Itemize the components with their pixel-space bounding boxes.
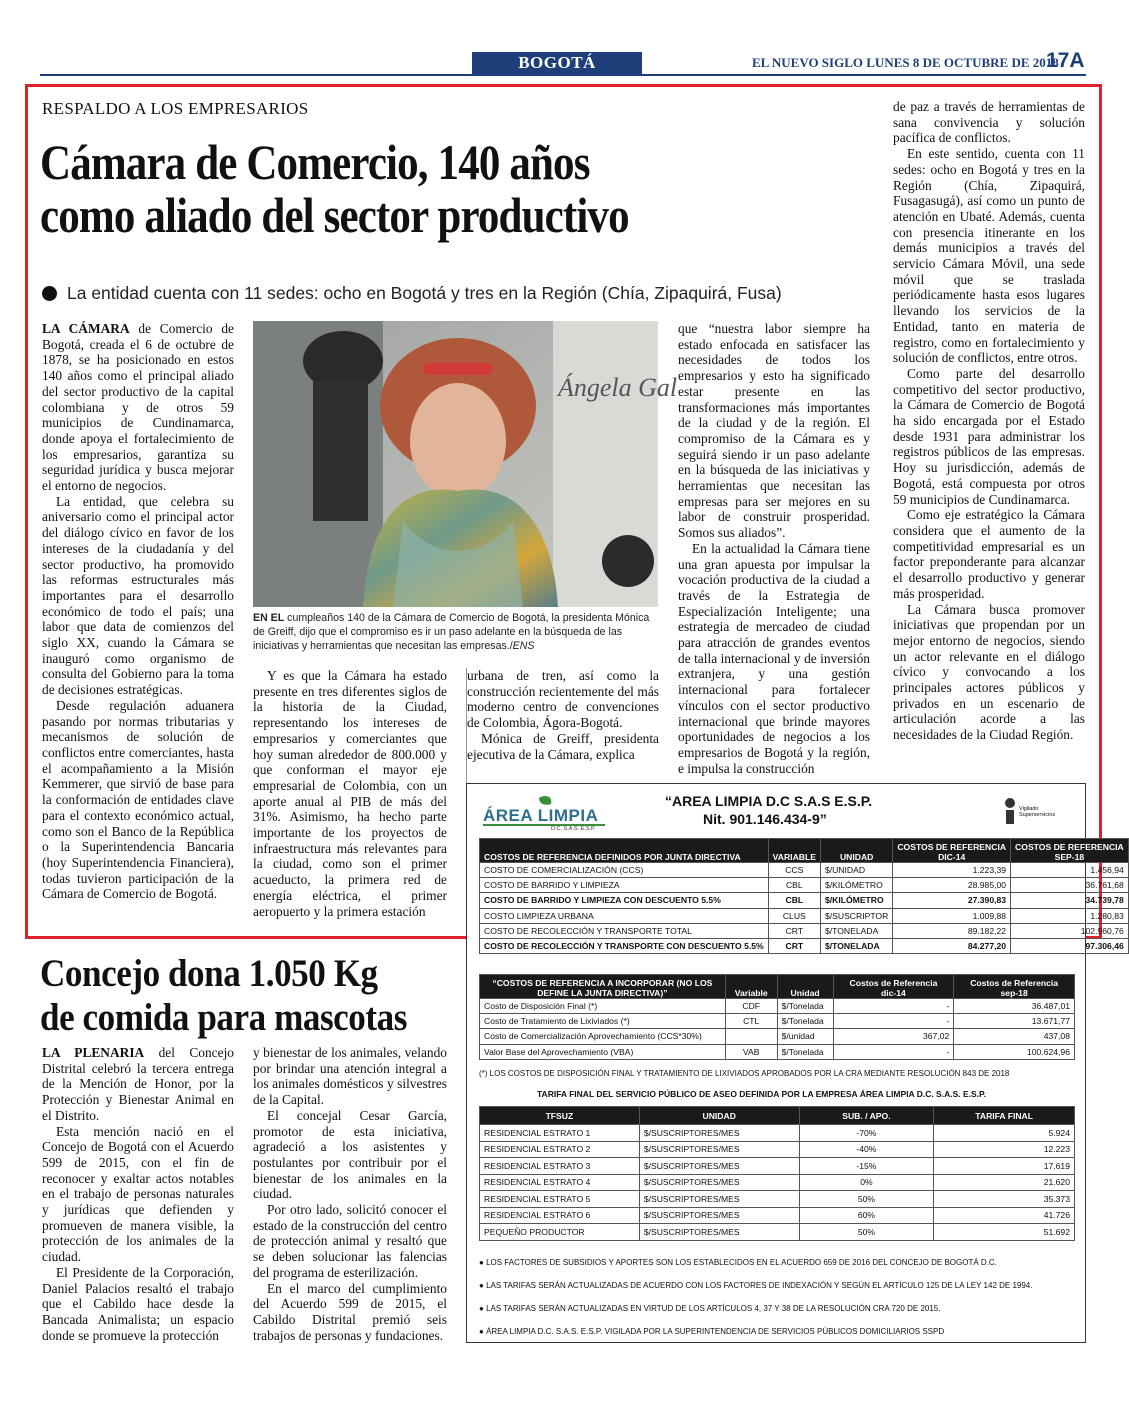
reference-costs-table xyxy=(479,838,1129,954)
bullet-icon xyxy=(42,286,57,301)
paragraph: En este sentido, cuenta con 11 sedes: ocho en Bogotá y tres en la Región (Chía, Zipaquirá, Fusagasugá), así como un punto de atención en Ubaté. Además, cuenta con presencia itinerante en los demás municipios a través del servicio Cámara Móvil, una sede móvil que se traslada periódicamente hasta esos lugares llevando los servicios de la Entidad, tanto en materia de registro, como en fortalecimiento y solución de conflictos, entre otros. xyxy=(893,146,1085,366)
table-row: Costo de Comercialización Aprovechamiento (CCS*30%) $/unidad 367,02 437,08 xyxy=(480,1029,1075,1044)
table-note: (*) LOS COSTOS DE DISPOSICIÓN FINAL Y TRATAMIENTO DE LIXIVIADOS APROBADOS POR LA CRA MEDIANTE RESOLUCIÓN 843 DE 2018 xyxy=(479,1069,1010,1078)
superservicios-icon xyxy=(1003,797,1017,825)
vigilado-text: Vigilado Superservicios xyxy=(1019,806,1056,818)
table-row: PEQUEÑO PRODUCTOR $/SUSCRIPTORES/MES 50% 51.692 xyxy=(480,1224,1075,1241)
paragraph: Como eje estratégico la Cámara considera que el aumento de la competitividad empresarial es un factor preponderante para alcanzar el desarrollo productivo y generar más prosperidad. xyxy=(893,507,1085,601)
table-row: COSTO DE BARRIDO Y LIMPIEZA CON DESCUENTO 5.5% CBL $/KILÓMETRO 27.390,83 34.739,78 xyxy=(480,893,1129,908)
table-row: COSTO DE COMERCIALIZACIÓN (CCS) CCS $/UNIDAD 1.223,39 1.456,94 xyxy=(480,863,1129,878)
caption-text: cumpleaños 140 de la Cámara de Comercio de Bogotá, la presidenta Mónica de Greiff, dijo que el compromiso es ir un paso adelante en la búsqueda de las iniciativas y herramientas que necesitan las empresas./ xyxy=(253,612,650,652)
article2-headline xyxy=(40,952,436,1040)
article2-column-1 xyxy=(42,1045,234,1343)
headline-line-1: Concejo dona 1.050 Kg xyxy=(40,952,378,995)
paragraph: Esta mención nació en el Concejo de Bogotá con el Acuerdo 599 de 2015, con el fin de reconocer y exaltar actos notables en el trabajo de personas naturales y jurídicas que defienden y promueven de manera visible, la protección de los animales de la ciudad. xyxy=(42,1123,234,1265)
table-row: Valor Base del Aprovechamiento (VBA) VAB $/Tonelada - 100.624,96 xyxy=(480,1044,1075,1059)
ad-bullet: ● LAS TARIFAS SERÁN ACTUALIZADAS DE ACUERDO CON LOS FACTORES DE INDEXACIÓN Y SEGÚN EL ARTÍCULO 125 DE LA LEY 142 DE 1994. xyxy=(479,1281,1033,1290)
paragraph: Mónica de Greiff, presidenta ejecutiva de la Cámara, explica xyxy=(467,730,659,762)
headline-line-1: Cámara de Comercio, 140 años xyxy=(40,134,590,190)
article-column-4 xyxy=(678,321,870,776)
ad-nit: Nit. 901.146.434-9” xyxy=(703,811,827,827)
table-row: RESIDENCIAL ESTRATO 1 $/SUSCRIPTORES/MES -70% 5.924 xyxy=(480,1125,1075,1142)
paragraph: En el marco del cumplimiento del Acuerdo 599 de 2015, el Cabildo Distrital premió seis trabajos de personas y fundaciones. xyxy=(253,1280,447,1343)
article-column-3 xyxy=(467,668,659,762)
header-cell: VARIABLE xyxy=(768,839,820,863)
caption-lead: EN EL xyxy=(253,612,285,624)
header-cell: TARIFA FINAL xyxy=(934,1107,1075,1125)
article-column-2 xyxy=(253,668,447,919)
paragraph: y bienestar de los animales, velando por brindar una atención integral a los animales domésticos y silvestres de la Capital. xyxy=(253,1045,447,1108)
caption-credit: ENS xyxy=(512,640,535,652)
table-row: RESIDENCIAL ESTRATO 3 $/SUSCRIPTORES/MES -15% 17.619 xyxy=(480,1158,1075,1175)
headline-line-2: de comida para mascotas xyxy=(40,996,407,1039)
paragraph: En la actualidad la Cámara tiene una gran apuesta por impulsar la vocación productiva de la ciudad a través de la Estrategia de Especialización Inteligente; una estrategia de mercadeo de ciudad para atracción de grandes eventos de talla internacional y de inversión extranjera, y una gestión internacional para fortalecer vínculos con el sector productivo internacional que brinde mayores oportunidades de negocios a los empresarios de Bogotá y la región, e impulsa la construcción xyxy=(678,540,870,776)
lead-in: LA PLENARIA xyxy=(42,1045,145,1060)
table-row: Costo de Disposición Final (*) CDF $/Tonelada - 36.487,01 xyxy=(480,999,1075,1014)
company-logo xyxy=(479,794,609,834)
portrait-image xyxy=(253,321,678,607)
paragraph: que “nuestra labor siempre ha estado enfocada en satisfacer las necesidades de todos los empresarios y esto ha significado estar presente en las transformaciones más importantes de la ciudad y de la región. El compromiso de la Cámara es y seguirá siendo ir un paso adelante en la búsqueda de las iniciativas y herramientas que necesitan las empresas para ser mejores en su labor de construir prosperidad. Somos sus aliados”. xyxy=(678,321,870,541)
header-cell: SUB. / APO. xyxy=(799,1107,934,1125)
header-cell: UNIDAD xyxy=(820,839,892,863)
article-column-1 xyxy=(42,321,234,902)
paragraph-text: de Comercio de Bogotá, creada el 6 de octubre de 1878, se ha posicionado en estos 140 años como el principal aliado del sector productivo de la capital colombiana y de otros 59 municipios de Cundinamarca, donde apoya el fortalecimiento de los empresarios, garantiza su seguridad jurídica y busca mejorar el entorno de negocios. xyxy=(42,321,235,494)
table-row: Costo de Tratamiento de Lixiviados (*) CTL $/Tonelada - 13.671,77 xyxy=(480,1014,1075,1029)
paragraph: El concejal Cesar García, promotor de esta iniciativa, agradeció a los asistentes y postulantes por contribuir por el bienestar de los animales en la ciudad. xyxy=(253,1107,447,1202)
paragraph: Y es que la Cámara ha estado presente en tres diferentes siglos de la historia de la Ciudad, representando los intereses de empresarios y comerciantes que hoy suman alrededor de 800.000 y que conforman el mayor eje empresarial de Colombia, con un aporte anual al PIB de más del 31%. Asimismo, ha hecho parte importante de los proyectos de infraestructura más relevantes para la ciudad, como son el primer acueducto, la primera red de energía eléctrica, el primer aeropuerto y la primera estación xyxy=(253,668,447,919)
table-row: RESIDENCIAL ESTRATO 2 $/SUSCRIPTORES/MES -40% 12.223 xyxy=(480,1141,1075,1158)
paragraph xyxy=(42,1045,234,1124)
header-rule xyxy=(40,74,1086,76)
header-date: EL NUEVO SIGLO LUNES 8 DE OCTUBRE DE 2018 xyxy=(752,55,1059,70)
header-cell: Costos de Referencia sep-18 xyxy=(954,975,1075,999)
paragraph: Como parte del desarrollo competitivo del sector productivo, la Cámara de Comercio de Bogotá ha sido encargada por el Estado desde 1931 para administrar los registros públicos de las empresas. Hoy su jurisdicción, además de Bogotá, está compuesta por otros 59 municipios de Cundinamarca. xyxy=(893,365,1085,507)
logo-subtext: D.C. S.A.S. E.S.P. xyxy=(551,826,596,832)
article-kicker: RESPALDO A LOS EMPRESARIOS xyxy=(42,99,309,118)
paragraph xyxy=(42,321,234,494)
ad-bullet: ● LAS TARIFAS SERÁN ACTUALIZADAS EN VIRTUD DE LOS ARTÍCULOS 4, 37 Y 38 DE LA RESOLUCIÓN CRA 720 DE 2015. xyxy=(479,1304,941,1313)
headline-line-2: como aliado del sector productivo xyxy=(40,187,629,243)
deck-text: La entidad cuenta con 11 sedes: ocho en Bogotá y tres en la Región (Chía, Zipaquirá, Fusa) xyxy=(67,283,782,303)
header-cell: TFSUZ xyxy=(480,1107,640,1125)
ad-bullet: ● ÁREA LIMPIA D.C. S.A.S. E.S.P. VIGILADA POR LA SUPERINTENDENCIA DE SERVICIOS PÚBLICOS DOMICILIARIOS SSPD xyxy=(479,1327,945,1336)
page-number: 17A xyxy=(1046,49,1085,72)
header-cell: UNIDAD xyxy=(639,1107,799,1125)
header-cell: COSTOS DE REFERENCIA DIC-14 xyxy=(893,839,1011,863)
tariff-title: TARIFA FINAL DEL SERVICIO PÚBLICO DE ASEO DEFINIDA POR LA EMPRESA ÁREA LIMPIA D.C. S.A.S. E.S.P. xyxy=(537,1089,986,1099)
backdrop-text: Ángela Gal xyxy=(558,373,678,402)
paragraph-text: del Concejo Distrital celebró la tercera entrega de la Mención de Honor, por la Protección y Bienestar Animal en el Distrito. xyxy=(42,1045,234,1123)
paragraph: El Presidente de la Corporación, Daniel Palacios resaltó el trabajo que el Cabildo hace desde la Bancada Animalista; un espacio donde se promueve la protección xyxy=(42,1264,234,1343)
advertisement xyxy=(466,783,1124,1343)
logo-text: ÁREA LIMPIA xyxy=(483,806,599,825)
paragraph: de paz a través de herramientas de sana convivencia y solución pacífica de conflictos. xyxy=(893,99,1085,146)
table-row: COSTO DE BARRIDO Y LIMPIEZA CBL $/KILÓMETRO 28.985,00 36.761,68 xyxy=(480,878,1129,893)
ad-bullet: ● LOS FACTORES DE SUBSIDIOS Y APORTES SON LOS ESTABLECIDOS EN EL ACUERDO 659 DE 2016 DEL CONCEJO DE BOGOTÁ D.C. xyxy=(479,1258,997,1267)
final-tariff-table xyxy=(479,1106,1075,1241)
header-cell: Unidad xyxy=(777,975,833,999)
lead-in: LA CÁMARA xyxy=(42,321,130,336)
vigilado-badge xyxy=(1003,797,1073,827)
paragraph: La entidad, que celebra su aniversario como el principal actor del diálogo cívico en favor de los intereses de la ciudadanía y del sector productivo, ha promovido las reformas estructurales más importantes para el desarrollo económico de todo el país; una labor que data de comienzos del siglo XX, cuando la Cámara se inauguró como organismo de consulta del Gobierno para la toma de decisiones estratégicas. xyxy=(42,493,234,698)
table-row: COSTO LIMPIEZA URBANA CLUS $/SUSCRIPTOR 1.009,88 1.280,83 xyxy=(480,908,1129,923)
header-cell: Variable xyxy=(725,975,777,999)
table-row: COSTO DE RECOLECCIÓN Y TRANSPORTE TOTAL CRT $/TONELADA 89.182,22 102.960,76 xyxy=(480,923,1129,938)
table-row: RESIDENCIAL ESTRATO 4 $/SUSCRIPTORES/MES 0% 21.620 xyxy=(480,1174,1075,1191)
paragraph: La Cámara busca promover iniciativas que propendan por un mejor entorno de negocios, siendo un actor relevante en el diálogo cívico y convocando a los principales actores públicos y privados en un escenario de articulación acorde a las necesidades de la Ciudad Región. xyxy=(893,601,1085,743)
incorporated-costs-table xyxy=(479,974,1075,1060)
header-cell: “COSTOS DE REFERENCIA A INCORPORAR (NO LOS DEFINE LA JUNTA DIRECTIVA)” xyxy=(480,975,726,999)
table-row: COSTO DE RECOLECCIÓN Y TRANSPORTE CON DESCUENTO 5.5% CRT $/TONELADA 84.277,20 97.306,46 xyxy=(480,938,1129,953)
header-cell: COSTOS DE REFERENCIA SEP-18 xyxy=(1011,839,1129,863)
article-headline xyxy=(40,136,848,242)
photo-caption xyxy=(253,611,658,653)
article-column-5 xyxy=(893,99,1085,743)
section-tag: BOGOTÁ xyxy=(472,52,642,74)
paragraph: Desde regulación aduanera pasando por normas tributarias y mecanismos de solución de conflictos entre comerciantes, hasta el acompañamiento a la Misión Kemmerer, que sirvió de base para la conformación de entidades clave para el contexto económico actual, como son el Banco de la República o la Superintendencia Bancaria (hoy Superintendencia Financiera), todas tuvieron participación de la Cámara de Comercio de Bogotá. xyxy=(42,697,234,902)
paragraph: urbana de tren, así como la construcción recientemente del más moderno centro de convenciones de Colombia, Ágora-Bogotá. xyxy=(467,668,659,731)
article-deck xyxy=(42,283,782,304)
article2-column-2 xyxy=(253,1045,447,1343)
ad-company: “AREA LIMPIA D.C S.A.S E.S.P. xyxy=(665,793,873,809)
article-photo xyxy=(253,321,678,607)
header-cell: Costos de Referencia dic-14 xyxy=(833,975,954,999)
header-cell: COSTOS DE REFERENCIA DEFINIDOS POR JUNTA DIRECTIVA xyxy=(480,839,769,863)
paragraph: Por otro lado, solicitó conocer el estado de la construcción del centro de protección animal y resaltó que se deben solucionar las falencias del programa de esterilización. xyxy=(253,1202,447,1280)
table-row: RESIDENCIAL ESTRATO 6 $/SUSCRIPTORES/MES 60% 41.726 xyxy=(480,1207,1075,1224)
table-row: RESIDENCIAL ESTRATO 5 $/SUSCRIPTORES/MES 50% 35.373 xyxy=(480,1191,1075,1208)
